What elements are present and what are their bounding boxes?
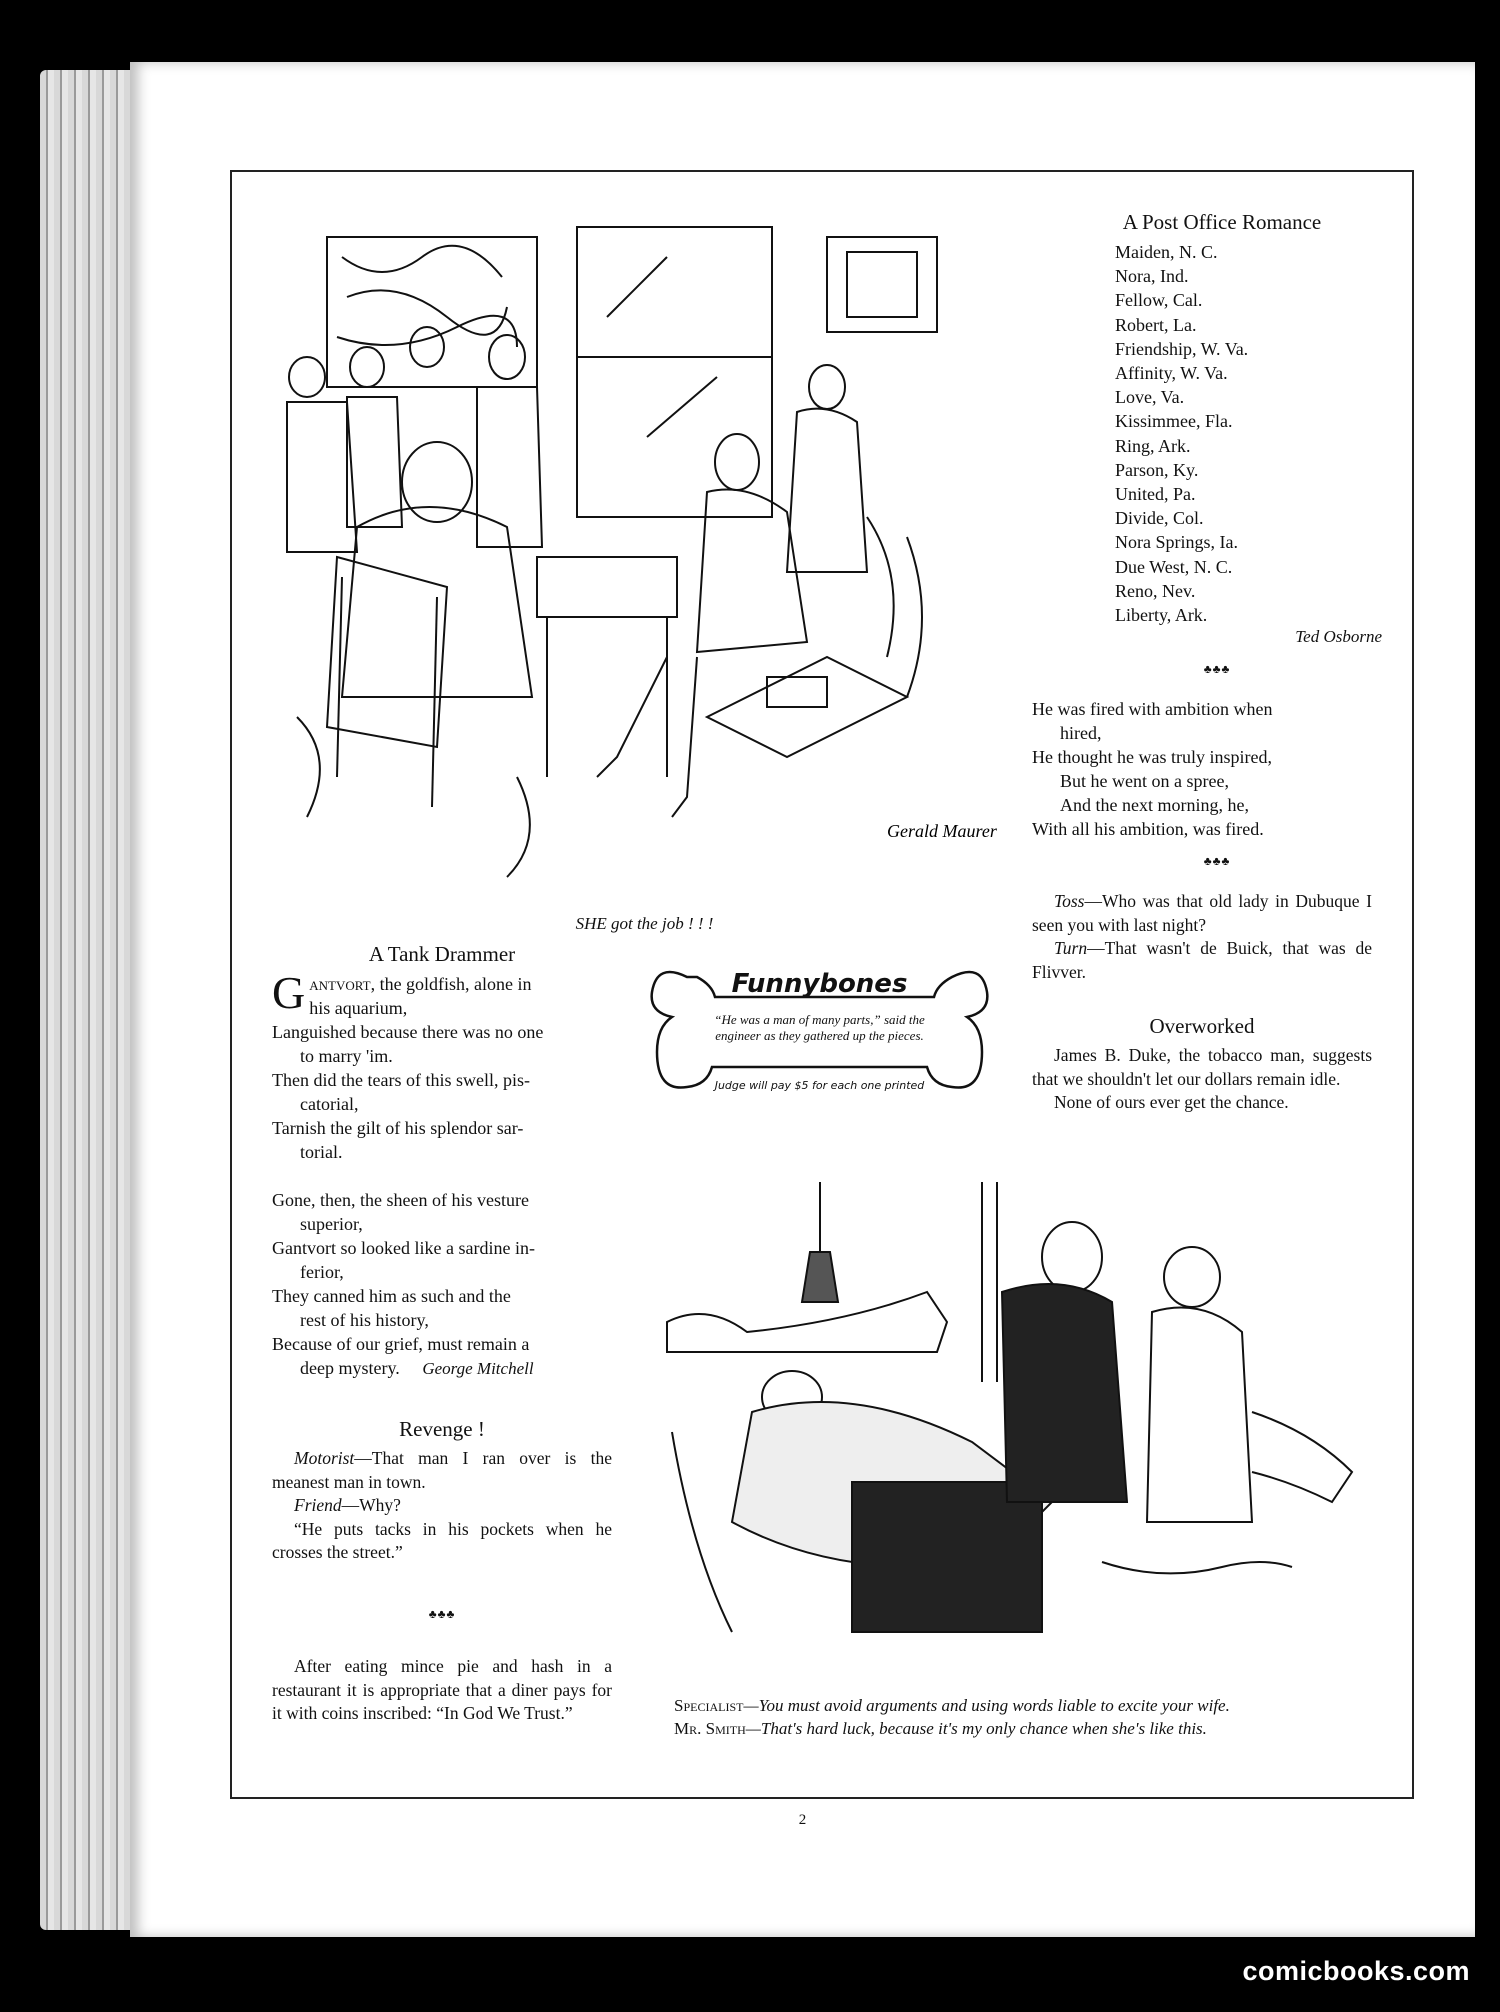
overworked-paragraph: James B. Duke, the tobacco man, suggests that we shouldn't let our dollars remain idle.: [1032, 1045, 1372, 1089]
place-name: Nora Springs, Ia.: [1115, 532, 1238, 553]
mince-pie-text: After eating mince pie and hash in a restaurant it is appropriate that a diner pays for it with coins inscribed: “In God We Trust.”: [272, 1656, 612, 1723]
site-watermark: comicbooks.com: [1242, 1956, 1470, 1986]
tank-drammer-title: A Tank Drammer: [368, 942, 516, 966]
speaker-mr-smith: Mr. Smith: [674, 1719, 746, 1738]
post-office-author: Ted Osborne: [1295, 627, 1382, 646]
place-name: Love, Va.: [1115, 387, 1185, 408]
section-divider-dots: ♣♣♣: [1203, 662, 1231, 676]
cartoon1-caption: SHE got the job ! ! !: [575, 914, 714, 933]
poem-line: hired,: [1060, 723, 1102, 743]
revenge-joke: [272, 1447, 612, 1565]
specialist-line: —You must avoid arguments and using words liable to excite your wife.: [743, 1696, 1230, 1715]
mr-smith-line: —That's hard luck, because it's my only chance when she's like this.: [745, 1719, 1207, 1738]
poem-line: ferior,: [300, 1262, 344, 1282]
funnybones-title: Funnybones: [731, 969, 908, 999]
cartoon1-signature: Gerald Maurer: [887, 821, 997, 841]
poem-line: torial.: [300, 1142, 343, 1162]
place-name: Ring, Ark.: [1115, 435, 1191, 456]
post-office-place-list: [1115, 240, 1395, 627]
overworked-text: [1032, 1044, 1372, 1115]
motorist-line: —That man I ran over is the meanest man in town.: [272, 1448, 612, 1492]
magazine-page: [130, 62, 1475, 1937]
poem-line: superior,: [300, 1214, 363, 1234]
bedroom-cartoon-illustration: [652, 1182, 1392, 1682]
poem-line: his aquarium,: [309, 998, 408, 1018]
place-name: Friendship, W. Va.: [1115, 338, 1249, 359]
speaker-specialist: Specialist: [674, 1696, 744, 1715]
place-name: Liberty, Ark.: [1115, 605, 1208, 626]
poem-line: He thought he was truly inspired,: [1032, 747, 1272, 767]
section-divider-dots: ♣♣♣: [428, 1607, 456, 1621]
drop-cap: G: [272, 967, 306, 1018]
place-name: Nora, Ind.: [1115, 266, 1189, 287]
office-cartoon-illustration: [267, 217, 1022, 907]
poem-line: , the goldfish, alone in: [370, 974, 532, 994]
place-name: Divide, Col.: [1115, 508, 1204, 529]
poem-line: catorial,: [300, 1094, 359, 1114]
toss-line: —Who was that old lady in Dubuque I seen you with last night?: [1032, 891, 1372, 935]
place-name: Parson, Ky.: [1115, 459, 1199, 480]
place-name: Due West, N. C.: [1115, 556, 1233, 577]
page-number: 2: [798, 1812, 807, 1828]
bedroom-cartoon-drawing: [652, 1182, 1392, 1682]
place-name: Affinity, W. Va.: [1115, 363, 1228, 384]
page-frame: [230, 170, 1414, 1799]
poem-line: Tarnish the gilt of his splendor sar-: [272, 1118, 524, 1138]
mince-pie-joke: [272, 1655, 612, 1726]
poem-first-word: antvort: [309, 974, 371, 994]
poem-line: With all his ambition, was fired.: [1032, 819, 1264, 839]
speaker-toss: Toss: [1054, 891, 1085, 911]
place-name: Robert, La.: [1115, 314, 1197, 335]
speaker-turn: Turn: [1054, 938, 1088, 958]
overworked-punchline: None of ours ever get the chance.: [1054, 1092, 1289, 1112]
poem-line: Gantvort so looked like a sardine in-: [272, 1238, 535, 1258]
poem-line: deep mystery.: [300, 1358, 400, 1378]
funnybones-note: Judge will pay $5 for each one printed: [714, 1079, 925, 1092]
poem-line: But he went on a spree,: [1060, 771, 1229, 791]
post-office-title: A Post Office Romance: [1122, 210, 1322, 234]
overworked-title: Overworked: [1149, 1014, 1255, 1038]
poem-line: And the next morning, he,: [1060, 795, 1249, 815]
fired-poem: [1032, 697, 1402, 841]
funnybones-box: [647, 957, 992, 1112]
cartoon2-caption: [652, 1694, 1392, 1740]
section-divider-dots: ♣♣♣: [1203, 854, 1231, 868]
funnybones-quote: “He was a man of many parts,” said the engineer as they gathered up the pieces.: [714, 1012, 925, 1043]
motorist-reply: “He puts tacks in his pockets when he crosses the street.”: [272, 1518, 612, 1562]
office-cartoon-drawing: [267, 217, 1022, 907]
place-name: Reno, Nev.: [1115, 580, 1196, 601]
poem-line: Because of our grief, must remain a: [272, 1334, 530, 1354]
poem-line: to marry 'im.: [300, 1046, 393, 1066]
place-name: United, Pa.: [1115, 484, 1196, 505]
poem-line: They canned him as such and the: [272, 1286, 511, 1306]
poem-line: Languished because there was no one: [272, 1022, 544, 1042]
place-name: Kissimmee, Fla.: [1115, 411, 1233, 432]
friend-line: —Why?: [341, 1495, 401, 1515]
book-page-edges: [40, 70, 135, 1930]
tank-drammer-author: George Mitchell: [422, 1359, 534, 1378]
place-name: Maiden, N. C.: [1115, 242, 1218, 262]
speaker-motorist: Motorist: [294, 1448, 355, 1468]
revenge-title: Revenge !: [399, 1417, 485, 1441]
place-name: Fellow, Cal.: [1115, 290, 1203, 311]
tank-drammer-poem: [272, 967, 612, 1381]
speaker-friend: Friend: [294, 1495, 342, 1515]
poem-line: He was fired with ambition when: [1032, 699, 1273, 719]
poem-line: rest of his history,: [300, 1310, 429, 1330]
turn-line: —That wasn't de Buick, that was de Flivver.: [1032, 938, 1372, 982]
poem-line: Gone, then, the sheen of his vesture: [272, 1190, 529, 1210]
poem-line: Then did the tears of this swell, pis-: [272, 1070, 530, 1090]
toss-turn-joke: [1032, 890, 1372, 984]
